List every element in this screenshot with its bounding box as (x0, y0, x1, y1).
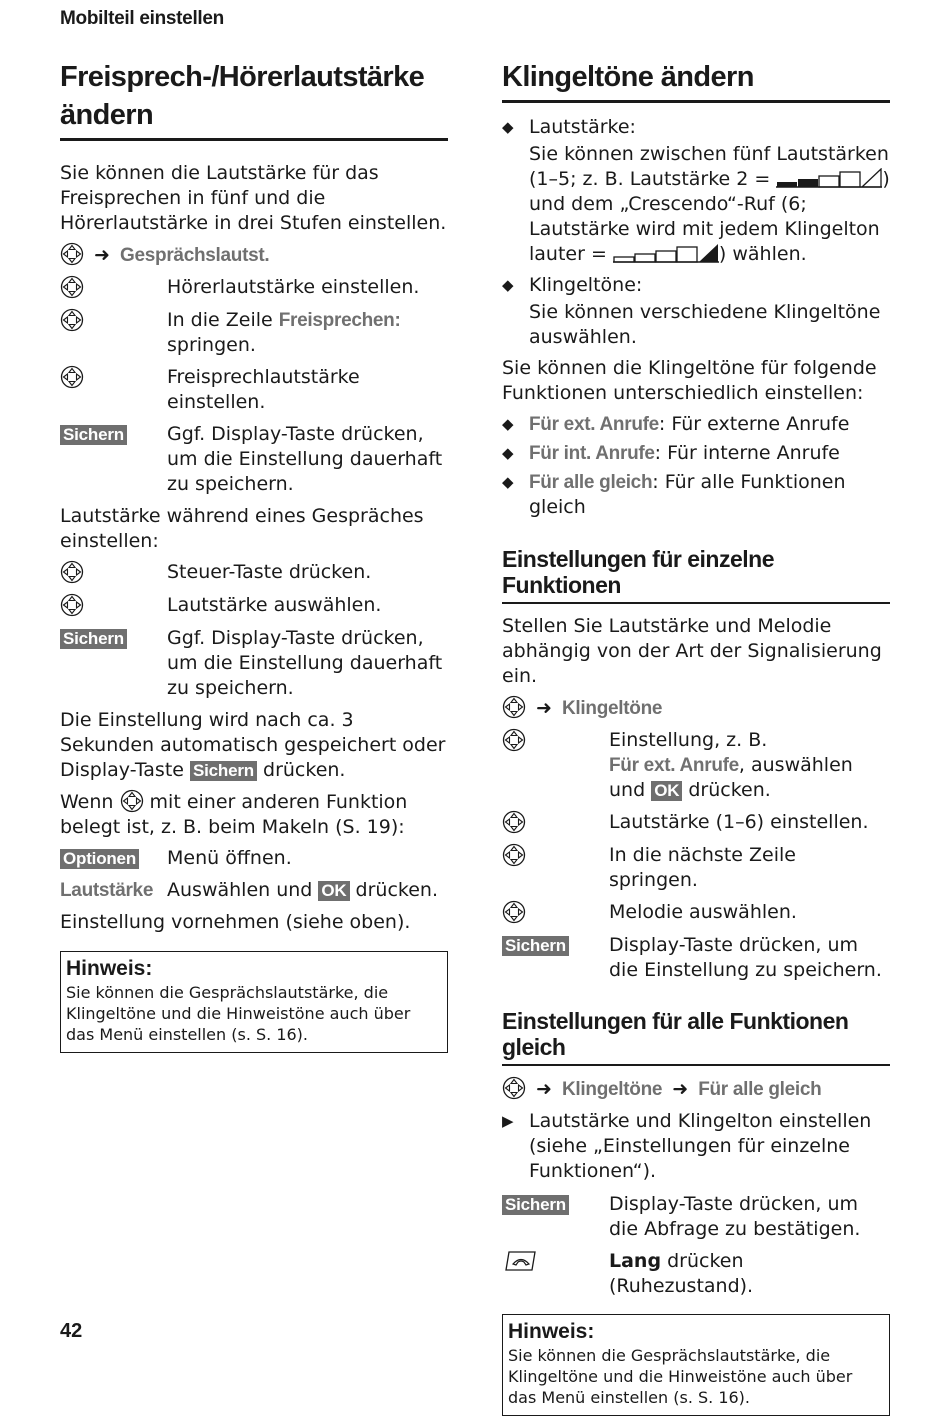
menu-item-fuer-ext-anrufe: Für ext. Anrufe (529, 414, 659, 435)
step-text: Lautstärke (1–6) einstellen. (609, 811, 869, 833)
menu-item-lautstaerke: Lautstärke (60, 880, 154, 901)
display-key-sichern: Sichern (502, 1195, 569, 1215)
functions-intro: Sie können die Klingeltöne für folgende Funktionen unterschiedlich einstellen: (502, 357, 877, 404)
diamond-bullet-icon: ◆ (502, 473, 514, 491)
instruction-item: ▶ Lautstärke und Klingelton einstellen (siehe „Einstellungen für einzelne Funktionen“). (502, 1110, 872, 1182)
arrow-right-icon: ➜ (94, 244, 110, 266)
nav-key-icon (502, 900, 526, 924)
step-text: Freisprechlautstärke einstellen. (167, 366, 360, 413)
bullet-item: ◆ Für ext. Anrufe: Für externe Anrufe (502, 413, 850, 435)
step-text: In die Zeile Freisprechen: springen. (167, 309, 401, 356)
step-row (60, 422, 448, 497)
volume-crescendo-icon (613, 243, 719, 263)
bullet-item: ◆ Klingeltöne: (502, 274, 643, 296)
diamond-bullet-icon: ◆ (502, 444, 514, 462)
arrow-right-icon: ➜ (536, 1078, 552, 1100)
nav-key-icon (502, 695, 526, 719)
nav-key-icon (60, 242, 84, 266)
note-title: Hinweis: (508, 1320, 595, 1343)
volume-description: Sie können zwischen fünf Lautstärken (1–5; z. B. Lautstärke 2 = ) und dem „Crescendo“-Ruf (6; Lautstärke wird mit jedem Klingelton lauter = ) wählen. (529, 143, 890, 265)
note-title: Hinweis: (66, 957, 153, 980)
menu-path-row (502, 695, 890, 721)
nav-key-icon (60, 365, 84, 389)
step-row (502, 900, 890, 926)
step-row (60, 275, 448, 301)
menu-item-fuer-ext-anrufe: Für ext. Anrufe (609, 755, 739, 776)
diamond-bullet-icon: ◆ (502, 276, 514, 294)
diamond-bullet-icon: ◆ (502, 118, 514, 136)
page-number: 42 (60, 1320, 83, 1342)
menu-item-klingeltoene: Klingeltöne (562, 698, 663, 719)
left-column (60, 58, 448, 1053)
menu-path-row (60, 242, 448, 268)
note-box (502, 1314, 890, 1416)
bullet-item: ◆ Lautstärke: (502, 116, 636, 138)
step-row (60, 878, 448, 903)
display-key-sichern: Sichern (60, 629, 127, 649)
menu-path-row (502, 1076, 890, 1102)
final-text: Einstellung vornehmen (siehe oben). (60, 911, 411, 933)
note-body: Sie können die Gesprächslautstärke, die Klingeltöne und die Hinweistöne auch über das Menü einstellen (s. S. 16). (66, 983, 411, 1044)
step-text: Hörerlautstärke einstellen. (167, 276, 420, 298)
volume-level-2-icon (776, 168, 882, 188)
subsection-title-einzelne: Einstellungen für einzelne Funktionen (502, 546, 890, 604)
nav-key-icon (120, 789, 144, 813)
step-text: In die nächste Zeile springen. (609, 844, 796, 891)
menu-item-fuer-int-anrufe: Für int. Anrufe (529, 443, 655, 464)
menu-path (60, 242, 269, 268)
step-row (60, 560, 448, 586)
display-key-sichern: Sichern (502, 936, 569, 956)
step-row (502, 933, 890, 983)
bullet-item: ◆ Für int. Anrufe: Für interne Anrufe (502, 442, 840, 464)
nav-key-icon (502, 728, 526, 752)
triangle-bullet-icon: ▶ (502, 1112, 514, 1130)
display-key-sichern: Sichern (60, 425, 127, 445)
left-section-title: Freisprech-/Hörerlautstärke ändern (60, 58, 448, 141)
display-key-optionen: Optionen (60, 849, 139, 869)
running-header: Mobilteil einstellen (60, 8, 224, 29)
ringtone-description: Sie können verschiedene Klingeltöne auswählen. (529, 301, 881, 348)
menu-path (502, 695, 662, 721)
bullet-item: ◆ Für alle gleich: Für alle Funktionen gleich (502, 471, 846, 518)
step-text: Menü öffnen. (167, 847, 292, 869)
step-row (502, 1249, 890, 1299)
step-text: Display-Taste drücken, um die Einstellung zu speichern. (609, 934, 882, 981)
step-row (60, 846, 448, 871)
step-row (60, 626, 448, 701)
nav-key-up-down-icon (60, 275, 84, 299)
step-text: Ggf. Display-Taste drücken, um die Einstellung dauerhaft zu speichern. (167, 627, 443, 699)
menu-item-gespraechslautst: Gesprächslautst. (120, 245, 270, 266)
subsection-title-alle: Einstellungen für alle Funktionen gleich (502, 1008, 890, 1066)
step-row (60, 308, 448, 358)
step-row (502, 1192, 890, 1242)
display-key-ok: OK (318, 881, 349, 901)
nav-key-icon (502, 843, 526, 867)
step-text: Einstellung, z. B. Für ext. Anrufe, auswählen und OK drücken. (609, 729, 853, 801)
step-text: Lang drücken (Ruhezustand). (609, 1250, 754, 1297)
menu-item-fuer-alle-gleich: Für alle gleich (698, 1079, 822, 1100)
nav-key-icon (60, 560, 84, 584)
arrow-right-icon: ➜ (672, 1078, 689, 1100)
display-key-ok: OK (651, 781, 682, 801)
end-call-key-icon (502, 1250, 536, 1272)
left-intro: Sie können die Lautstärke für das Freisprechen in fünf und die Hörerlautstärke in drei Stufen einstellen. (60, 162, 447, 234)
menu-path (502, 1076, 821, 1102)
step-row (502, 810, 890, 836)
nav-key-icon (60, 593, 84, 617)
arrow-right-icon: ➜ (536, 697, 552, 719)
menu-item-fuer-alle-gleich: Für alle gleich (529, 472, 653, 493)
step-row (502, 843, 890, 893)
right-section-title: Klingeltöne ändern (502, 58, 890, 103)
auto-save-text: Die Einstellung wird nach ca. 3 Sekunden automatisch gespeichert oder Display-Taste Sichern drücken. (60, 709, 446, 781)
step-text: Display-Taste drücken, um die Abfrage zu bestätigen. (609, 1193, 861, 1240)
menu-item-freisprechen: Freisprechen: (278, 310, 401, 331)
step-text: Auswählen und OK drücken. (167, 879, 439, 901)
subsection-intro: Stellen Sie Lautstärke und Melodie abhängig von der Art der Signalisierung ein. (502, 615, 882, 687)
right-column (502, 58, 890, 1416)
wenn-text: Wenn mit einer anderen Funktion belegt ist, z. B. beim Makeln (S. 19): (60, 791, 408, 838)
diamond-bullet-icon: ◆ (502, 415, 514, 433)
step-text: Lautstärke auswählen. (167, 594, 382, 616)
menu-item-klingeltoene: Klingeltöne (562, 1079, 663, 1100)
step-row (60, 365, 448, 415)
during-call-text: Lautstärke während eines Gespräches einstellen: (60, 505, 424, 552)
step-row (60, 593, 448, 619)
note-box (60, 951, 448, 1053)
display-key-sichern: Sichern (190, 761, 257, 781)
note-body: Sie können die Gesprächslautstärke, die Klingeltöne und die Hinweistöne auch über das Menü einstellen (s. S. 16). (508, 1346, 853, 1407)
step-text: Steuer-Taste drücken. (167, 561, 372, 583)
step-text: Melodie auswählen. (609, 901, 797, 923)
nav-key-icon (502, 810, 526, 834)
nav-key-down-icon (60, 308, 84, 332)
step-row (502, 728, 890, 803)
nav-key-icon (502, 1076, 526, 1100)
step-text: Ggf. Display-Taste drücken, um die Einstellung dauerhaft zu speichern. (167, 423, 443, 495)
